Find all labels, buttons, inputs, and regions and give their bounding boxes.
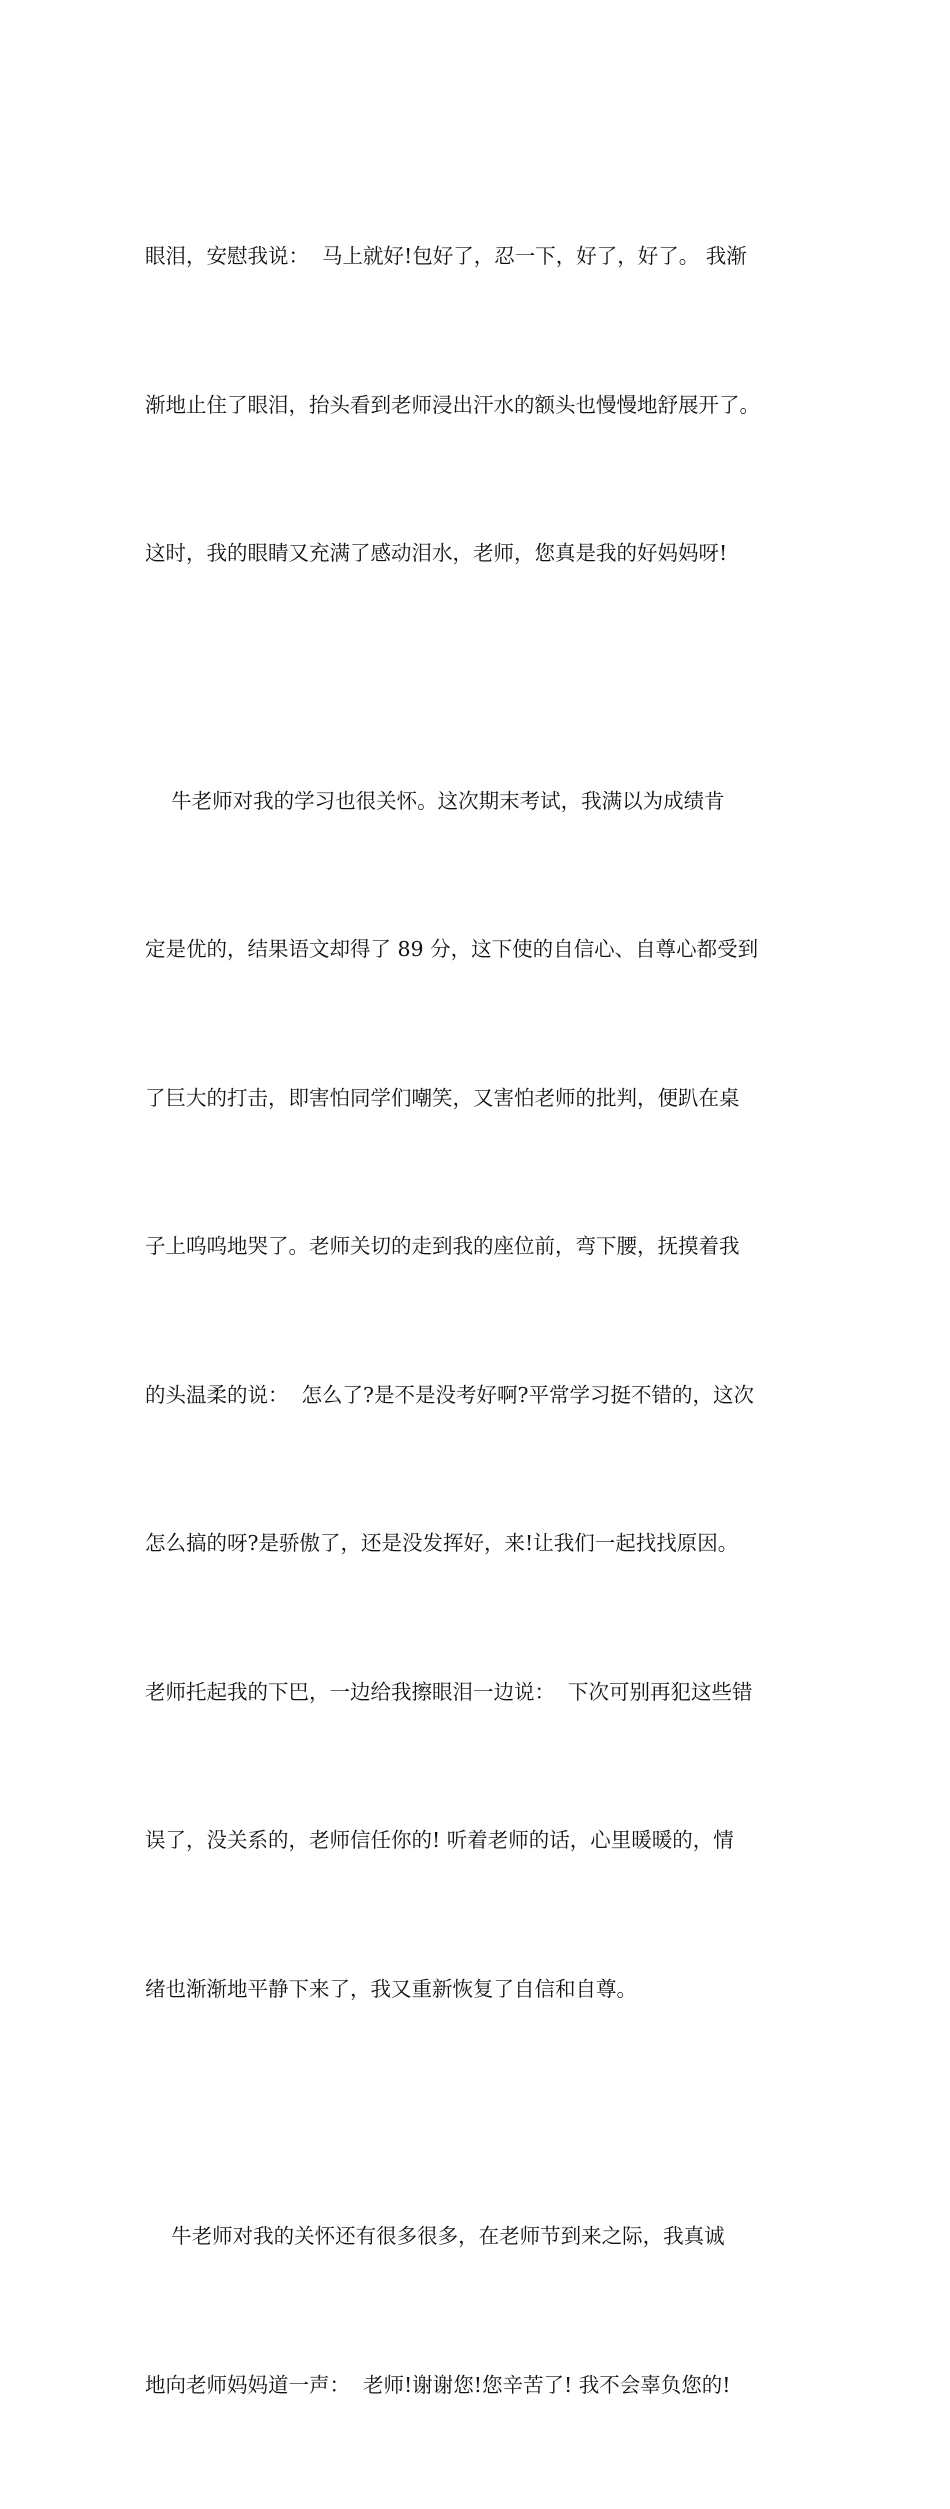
paragraph: [145, 2113, 835, 2509]
text-line: 地向老师妈妈道一声： 老师!谢谢您!您辛苦了! 我不会辜负您的!: [145, 2372, 731, 2397]
body-text: [145, 133, 835, 2509]
text-line: 眼泪，安慰我说： 马上就好!包好了，忍一下，好了，好了。 我渐: [145, 244, 747, 268]
text-line: 了巨大的打击，即害怕同学们嘲笑，又害怕老师的批判，便趴在桌: [145, 1085, 740, 1110]
paragraph: [145, 133, 835, 678]
text-line: 定是优的，结果语文却得了 89 分，这下使的自信心、自尊心都受到: [145, 937, 759, 961]
text-line: 怎么搞的呀?是骄傲了，还是没发挥好，来!让我们一起找找原因。: [145, 1531, 739, 1555]
text-line: 牛老师对我的关怀还有很多很多，在老师节到来之际，我真诚: [145, 2224, 725, 2248]
text-line: 误了，没关系的，老师信任你的! 听着老师的话，心里暖暖的，情: [145, 1828, 734, 1852]
paragraph: [145, 678, 835, 2114]
text-line: 渐地止住了眼泪，抬头看到老师浸出汗水的额头也慢慢地舒展开了。: [145, 392, 760, 417]
text-line: 老师托起我的下巴，一边给我擦眼泪一边说： 下次可别再犯这些错: [145, 1679, 753, 1704]
text-line: 这时，我的眼睛又充满了感动泪水，老师，您真是我的好妈妈呀!: [145, 541, 728, 565]
text-line: 绪也渐渐地平静下来了，我又重新恢复了自信和自尊。: [145, 1976, 637, 2001]
text-line: 牛老师对我的学习也很关怀。这次期末考试，我满以为成绩肯: [145, 788, 725, 813]
text-line: 子上呜呜地哭了。老师关切的走到我的座位前，弯下腰，抚摸着我: [145, 1234, 740, 1258]
text-line: 的头温柔的说： 怎么了?是不是没考好啊?平常学习挺不错的，这次: [145, 1382, 755, 1407]
